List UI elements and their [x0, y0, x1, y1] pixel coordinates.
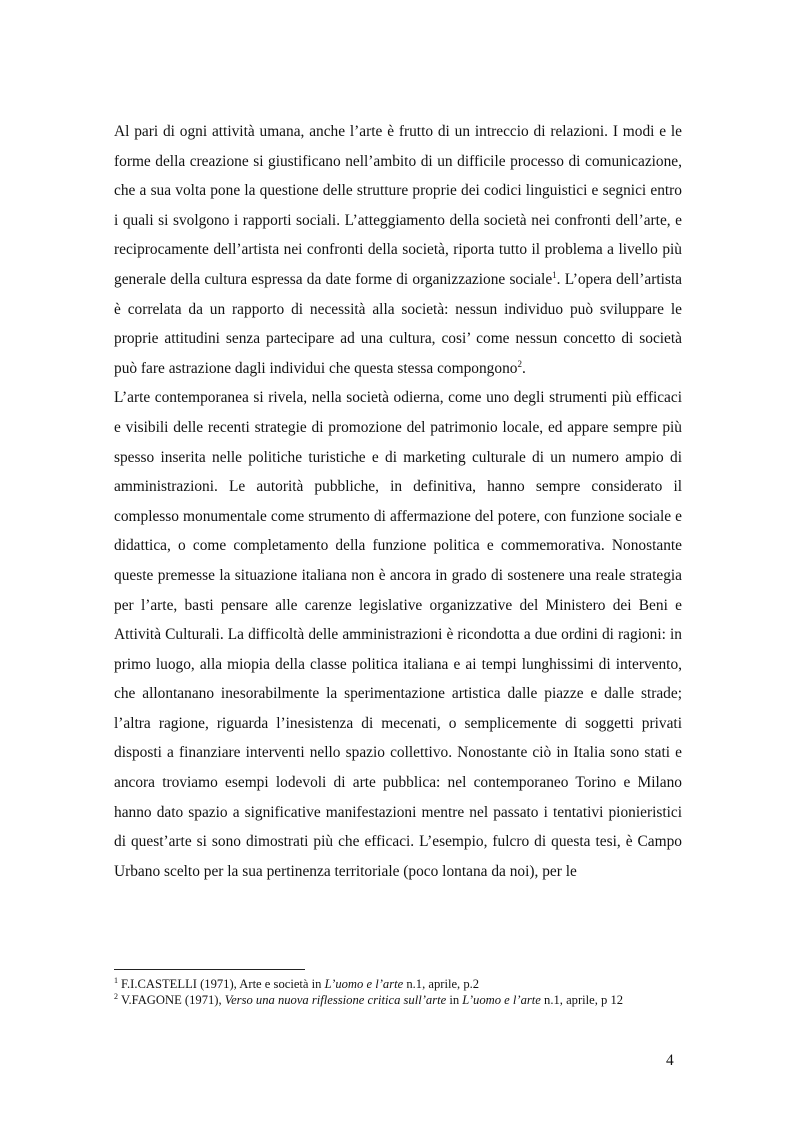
- footnote-2-lead: V.FAGONE (1971),: [121, 993, 225, 1007]
- paragraph-2: L’arte contemporanea si rivela, nella società odierna, come uno degli strumenti più efficaci e visibili delle recenti strategie di promozione del patrimonio locale, ed appare sempre più spesso inserita nelle politiche turistiche e di marketing culturale di un numero ampio di amministrazioni. Le autorità pubbliche, in definitiva, hanno sempre considerato il complesso monumentale come strumento di affermazione del potere, con funzione sociale e didattica, o come completamento della funzione politica e commemorativa. Nonostante queste premesse la situazione italiana non è ancora in grado di sostenere una reale strategia per l’arte, basti pensare alle carenze legislative organizzative del Ministero dei Beni e Attività Culturali. La difficoltà delle amministrazioni è ricondotta a due ordini di ragioni: in primo luogo, alla miopia della classe politica italiana e ai tempi lunghissimi di intervento, che allontanano inesorabilmente la sperimentazione artistica dalle piazze e dalle strade; l’altra ragione, riguarda l’inesistenza di mecenati, o semplicemente di soggetti privati disposti a finanziare interventi nello spazio collettivo. Nonostante ciò in Italia sono stati e ancora troviamo esempi lodevoli di arte pubblica: nel contemporaneo Torino e Milano hanno dato spazio a significative manifestazioni mentre nel passato i tentativi pionieristici di quest’arte si sono dimostrati più che efficaci. L’esempio, fulcro di questa tesi, è Campo Urbano scelto per la sua pertinenza territoriale (poco lontana da noi), per le: [114, 389, 682, 880]
- footnote-2-journal: L’uomo e l’arte: [462, 993, 541, 1007]
- footnote-2-number: 2: [114, 991, 118, 1001]
- footnote-1-number: 1: [114, 975, 118, 985]
- footnote-1-title: L’uomo e l’arte: [324, 977, 404, 991]
- footnote-ref-2[interactable]: 2: [517, 358, 522, 369]
- page-number: 4: [666, 1052, 674, 1069]
- footnote-2-tail: n.1, aprile, p 12: [540, 993, 624, 1007]
- footnote-ref-1[interactable]: 1: [552, 269, 557, 280]
- footnote-1-lead: F.I.CASTELLI (1971), Arte e società in: [121, 977, 325, 991]
- paragraph-1-part2: . L’opera dell’artista è correlata da un rapporto di necessità alla società: nessun individuo può sviluppare le proprie attitudini senza partecipare ad una cultura, cosi’ come nessun concetto di società può fare astrazione dagli individui che questa stessa compongono: [114, 270, 682, 377]
- footnote-1-tail: n.1, aprile, p.2: [403, 977, 480, 991]
- footnote-separator: [114, 969, 305, 970]
- footnotes: [114, 976, 694, 1008]
- footnote-2: [114, 992, 694, 1008]
- footnote-2-mid: in: [446, 993, 463, 1007]
- body-text: [114, 117, 682, 886]
- paragraph-1: [114, 117, 682, 383]
- footnote-1: [114, 976, 694, 992]
- footnote-2-title: Verso una nuova riflessione critica sull’arte: [224, 993, 447, 1007]
- paragraph-1-part1: Al pari di ogni attività umana, anche l’arte è frutto di un intreccio di relazioni. I modi e le forme della creazione si giustificano nell’ambito di un difficile processo di comunicazione, che a sua volta pone la questione delle strutture proprie dei codici linguistici e segnici entro i quali si svolgono i rapporti sociali. L’atteggiamento della società nei confronti dell’arte, e reciprocamente dell’artista nei confronti della società, riporta tutto il problema a livello più generale della cultura espressa da date forme di organizzazione sociale: [114, 123, 682, 288]
- paragraph-1-part3: .: [521, 359, 526, 377]
